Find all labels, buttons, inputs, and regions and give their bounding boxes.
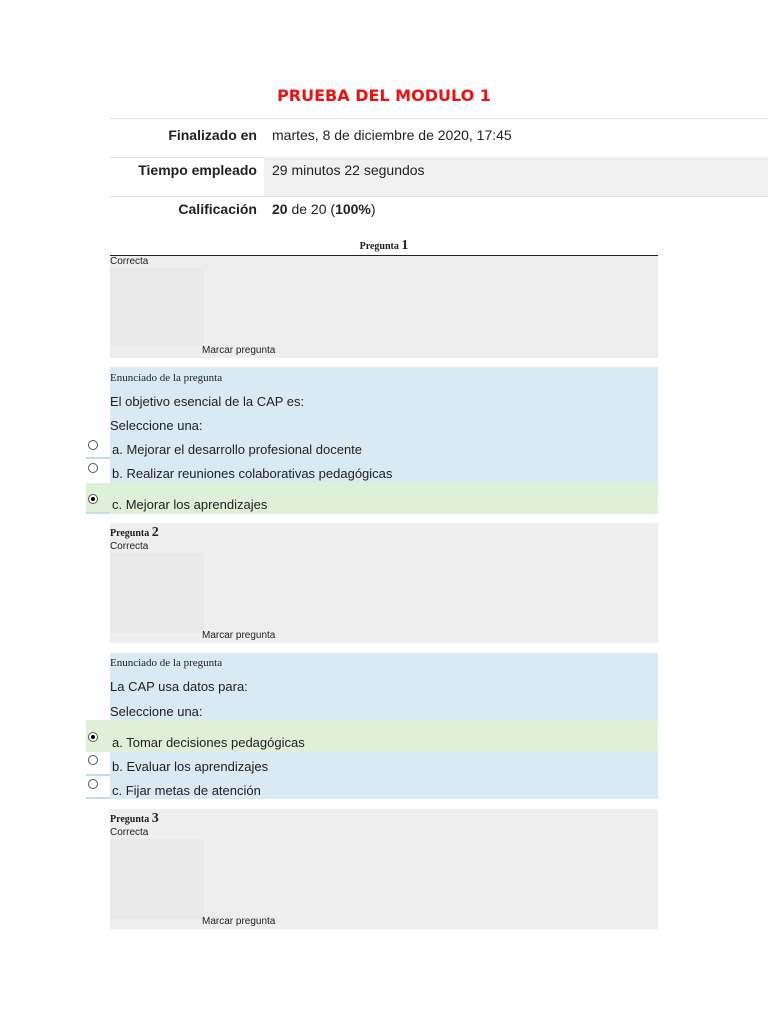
question-2-option-c[interactable]: [86, 776, 658, 800]
radio-unchecked-icon[interactable]: [88, 779, 98, 789]
question-2-option-a[interactable]: [86, 720, 658, 752]
question-2-text: La CAP usa datos para:: [110, 679, 248, 694]
time-label: Tiempo empleado: [138, 162, 257, 178]
grade-score: 20: [272, 201, 288, 217]
question-2-prefix: Pregunta: [110, 528, 150, 539]
radio-checked-icon[interactable]: [88, 494, 98, 504]
question-3-info-panel: [110, 839, 204, 919]
question-2-option-b[interactable]: [86, 752, 658, 776]
grade-percent: 100%: [335, 201, 371, 217]
question-2-info: [110, 523, 658, 643]
question-2-info-panel: [110, 553, 204, 633]
question-1-prefix: Pregunta: [359, 241, 399, 252]
question-1-number: 1: [401, 238, 409, 253]
question-3-info: [110, 809, 658, 929]
option-underline: [86, 457, 110, 459]
option-label: c. Fijar metas de atención: [112, 783, 261, 798]
question-2-heading: [110, 525, 159, 541]
question-1-option-c[interactable]: [86, 483, 658, 514]
option-label: c. Mejorar los aprendizajes: [112, 497, 268, 512]
option-label: a. Tomar decisiones pedagógicas: [112, 735, 305, 750]
page-title: PRUEBA DEL MODULO 1: [277, 86, 491, 105]
question-2-status: Correcta: [110, 541, 149, 552]
summary-row-time: [110, 157, 768, 196]
option-underline: [86, 797, 110, 799]
question-1-status: Correcta: [110, 256, 149, 267]
grade-label: Calificación: [178, 201, 257, 217]
question-1-text: El objetivo esencial de la CAP es:: [110, 394, 305, 409]
summary-row-finished: [110, 118, 768, 157]
question-2-number: 2: [151, 525, 159, 540]
grade-value: [264, 196, 768, 235]
finished-value: martes, 8 de diciembre de 2020, 17:45: [272, 127, 512, 143]
radio-unchecked-icon[interactable]: [88, 440, 98, 450]
question-1-select-label: Seleccione una:: [110, 418, 203, 433]
option-label: b. Evaluar los aprendizajes: [112, 759, 269, 774]
question-3-prefix: Pregunta: [110, 814, 150, 825]
question-1-option-a[interactable]: [86, 438, 658, 462]
question-2-statement-label: Enunciado de la pregunta: [110, 657, 223, 669]
question-2-flag-link[interactable]: Marcar pregunta: [202, 630, 276, 641]
question-2-select-label: Seleccione una:: [110, 704, 203, 719]
radio-unchecked-icon[interactable]: [88, 463, 98, 473]
option-label: b. Realizar reuniones colaborativas pedagógicas: [112, 466, 393, 481]
question-1-statement-label: Enunciado de la pregunta: [110, 372, 223, 384]
radio-checked-icon[interactable]: [88, 732, 98, 742]
question-1-flag-link[interactable]: Marcar pregunta: [202, 345, 276, 356]
summary-row-grade: [110, 196, 768, 235]
finished-label: Finalizado en: [168, 127, 257, 143]
question-1-info-panel: [110, 268, 204, 346]
question-3-status: Correcta: [110, 827, 149, 838]
radio-unchecked-icon[interactable]: [88, 755, 98, 765]
option-label: a. Mejorar el desarrollo profesional docente: [112, 442, 363, 457]
question-3-heading: [110, 811, 159, 827]
option-underline: [86, 512, 110, 514]
grade-mid: de 20 (: [287, 201, 336, 217]
question-3-number: 3: [151, 811, 159, 826]
question-1-heading: [110, 238, 658, 254]
question-3-flag-link[interactable]: Marcar pregunta: [202, 916, 276, 927]
time-value: 29 minutos 22 segundos: [264, 157, 768, 196]
grade-end: ): [370, 201, 376, 217]
question-1-info: [110, 256, 658, 358]
